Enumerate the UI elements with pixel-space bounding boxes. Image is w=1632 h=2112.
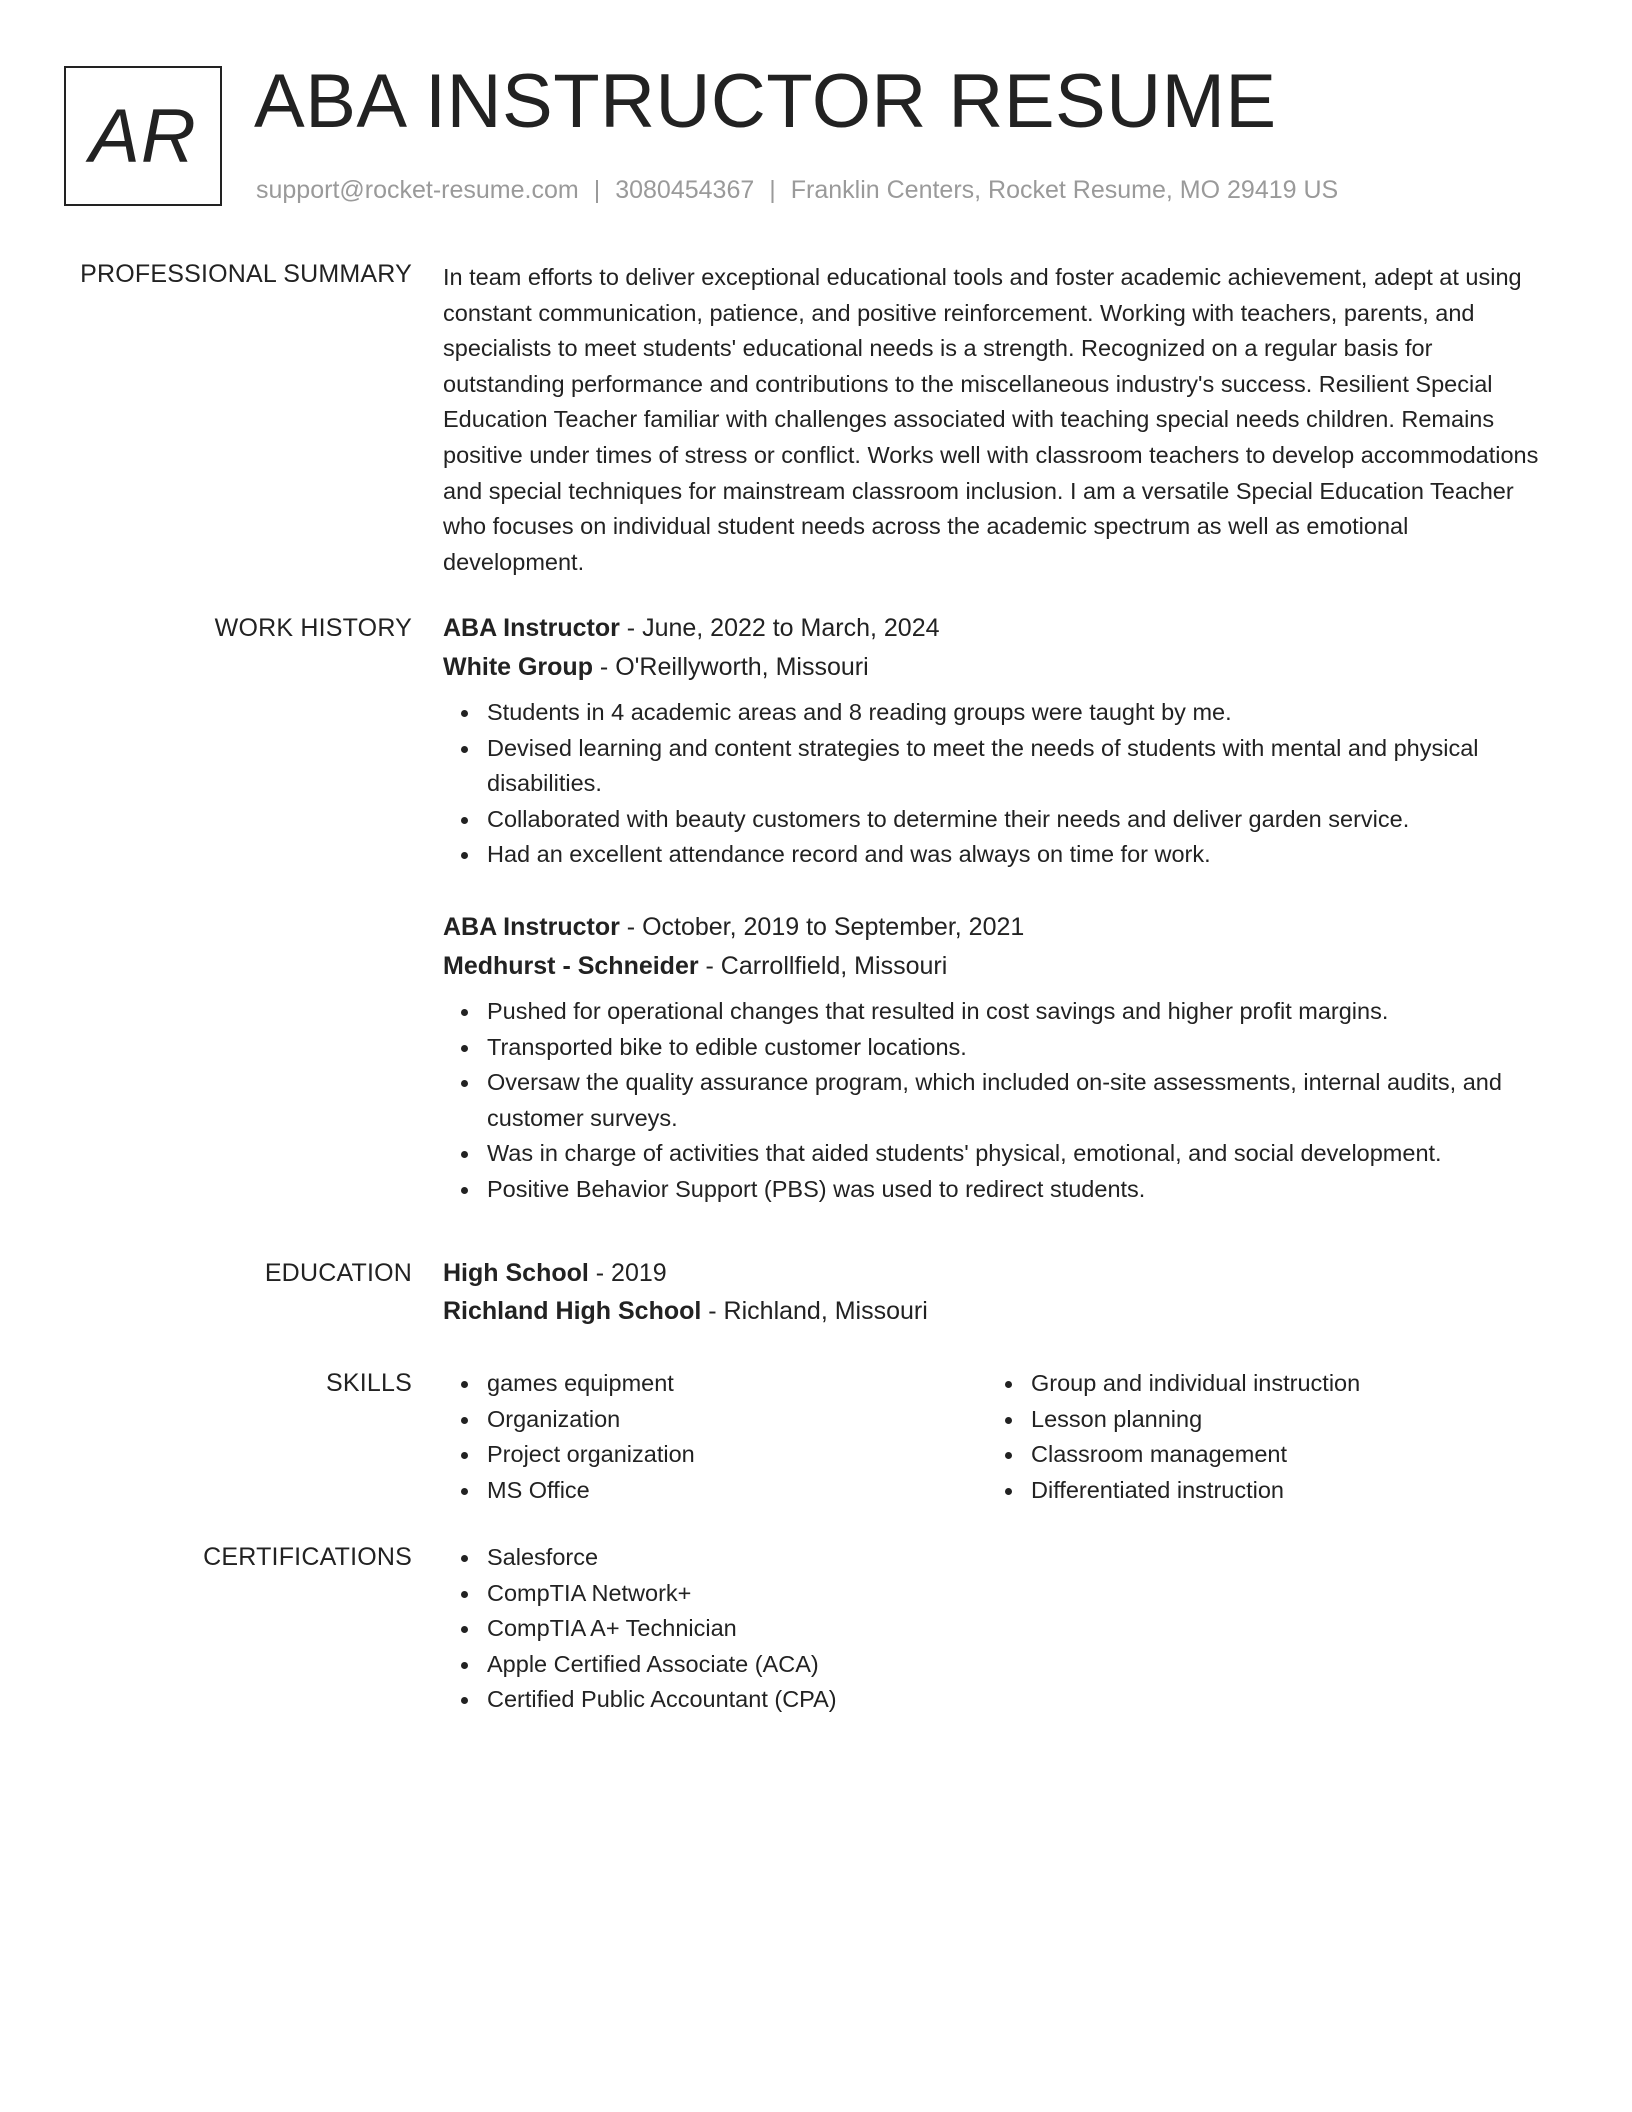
contact-line: [256, 174, 1338, 206]
education-location: - Richland, Missouri: [701, 1297, 928, 1325]
list-item: Group and individual instruction: [1031, 1366, 1531, 1402]
work-history-heading: WORK HISTORY: [214, 614, 412, 642]
work-history-body: [443, 612, 1553, 1208]
job-company: Medhurst - Schneider: [443, 951, 699, 980]
list-item: Had an excellent attendance record and was always on time for work.: [487, 837, 1553, 873]
job-entry: [443, 911, 1553, 1208]
list-item: MS Office: [487, 1473, 987, 1509]
education-degree: High School: [443, 1259, 589, 1287]
contact-separator: |: [593, 176, 601, 204]
list-item: Certified Public Accountant (CPA): [487, 1682, 1553, 1718]
job-title: ABA Instructor: [443, 912, 620, 941]
job-title-line: [443, 612, 1553, 644]
certifications-heading: CERTIFICATIONS: [203, 1543, 412, 1571]
summary-heading: PROFESSIONAL SUMMARY: [80, 260, 412, 288]
list-item: Collaborated with beauty customers to determine their needs and deliver garden service.: [487, 802, 1553, 838]
job-location: - Carrollfield, Missouri: [698, 951, 948, 980]
resume-title: ABA INSTRUCTOR RESUME: [254, 59, 1277, 144]
list-item: Pushed for operational changes that resulted in cost savings and higher profit margins.: [487, 994, 1553, 1030]
skills-column-left: [443, 1366, 987, 1508]
monogram-logo: [64, 66, 222, 206]
job-bullets: [443, 695, 1553, 873]
education-school-line: [443, 1295, 1553, 1327]
skills-columns: [443, 1366, 1553, 1508]
job-company-line: [443, 651, 1553, 683]
list-item: Devised learning and content strategies to meet the needs of students with mental and physical disabilities.: [487, 731, 1553, 802]
list-item: Was in charge of activities that aided students' physical, emotional, and social development.: [487, 1136, 1553, 1172]
job-entry: [443, 612, 1553, 873]
job-dates: - June, 2022 to March, 2024: [619, 614, 940, 642]
list-item: Lesson planning: [1031, 1402, 1531, 1438]
education-heading: EDUCATION: [264, 1259, 412, 1287]
list-item: Apple Certified Associate (ACA): [487, 1647, 1553, 1683]
summary-body: [443, 260, 1553, 580]
certifications-list: [443, 1540, 1553, 1718]
job-dates: - October, 2019 to September, 2021: [619, 912, 1025, 941]
monogram-initials: AR: [89, 93, 197, 179]
list-item: CompTIA A+ Technician: [487, 1611, 1553, 1647]
skills-column-right: [987, 1366, 1531, 1508]
contact-email[interactable]: support@rocket-resume.com: [256, 176, 579, 204]
list-item: Students in 4 academic areas and 8 reading groups were taught by me.: [487, 695, 1553, 731]
list-item: Project organization: [487, 1437, 987, 1473]
job-bullets: [443, 994, 1553, 1208]
list-item: Salesforce: [487, 1540, 1553, 1576]
list-item: CompTIA Network+: [487, 1576, 1553, 1612]
list-item: Transported bike to edible customer locations.: [487, 1030, 1553, 1066]
list-item: Organization: [487, 1402, 987, 1438]
list-item: Classroom management: [1031, 1437, 1531, 1473]
summary-text: In team efforts to deliver exceptional educational tools and foster academic achievement, adept at using constant communication, patience, and positive reinforcement. Working with teachers, parents, and specialists to meet students' educational needs is a strength. Recognized on a regular basis for outstanding performance and contributions to the miscellaneous industry's success. Resilient Special Education Teacher familiar with challenges associated with teaching special needs children. Remains positive under times of stress or conflict. Works well with classroom teachers to develop accommodations and special techniques for mainstream classroom inclusion. I am a versatile Special Education Teacher who focuses on individual student needs across the academic spectrum as well as emotional development.: [443, 264, 1539, 575]
skills-body: [443, 1366, 1553, 1508]
contact-phone[interactable]: 3080454367: [615, 176, 755, 204]
contact-separator: |: [769, 176, 776, 204]
education-degree-line: [443, 1257, 1553, 1289]
job-location: - O'Reillyworth, Missouri: [592, 653, 869, 681]
job-title-line: [443, 911, 1553, 943]
job-title: ABA Instructor: [443, 614, 620, 642]
skills-list: [987, 1366, 1531, 1508]
contact-address: Franklin Centers, Rocket Resume, MO 29419 US: [790, 176, 1339, 204]
list-item: Oversaw the quality assurance program, which included on-site assessments, internal audits, and customer surveys.: [487, 1065, 1553, 1136]
certifications-body: [443, 1540, 1553, 1718]
list-item: games equipment: [487, 1366, 987, 1402]
skills-list: [443, 1366, 987, 1508]
list-item: Differentiated instruction: [1031, 1473, 1531, 1509]
education-school: Richland High School: [443, 1297, 702, 1325]
list-item: Positive Behavior Support (PBS) was used to redirect students.: [487, 1172, 1553, 1208]
education-year: - 2019: [588, 1259, 667, 1287]
job-company: White Group: [443, 653, 593, 681]
skills-heading: SKILLS: [326, 1369, 412, 1397]
education-body: [443, 1257, 1553, 1327]
job-company-line: [443, 950, 1553, 982]
